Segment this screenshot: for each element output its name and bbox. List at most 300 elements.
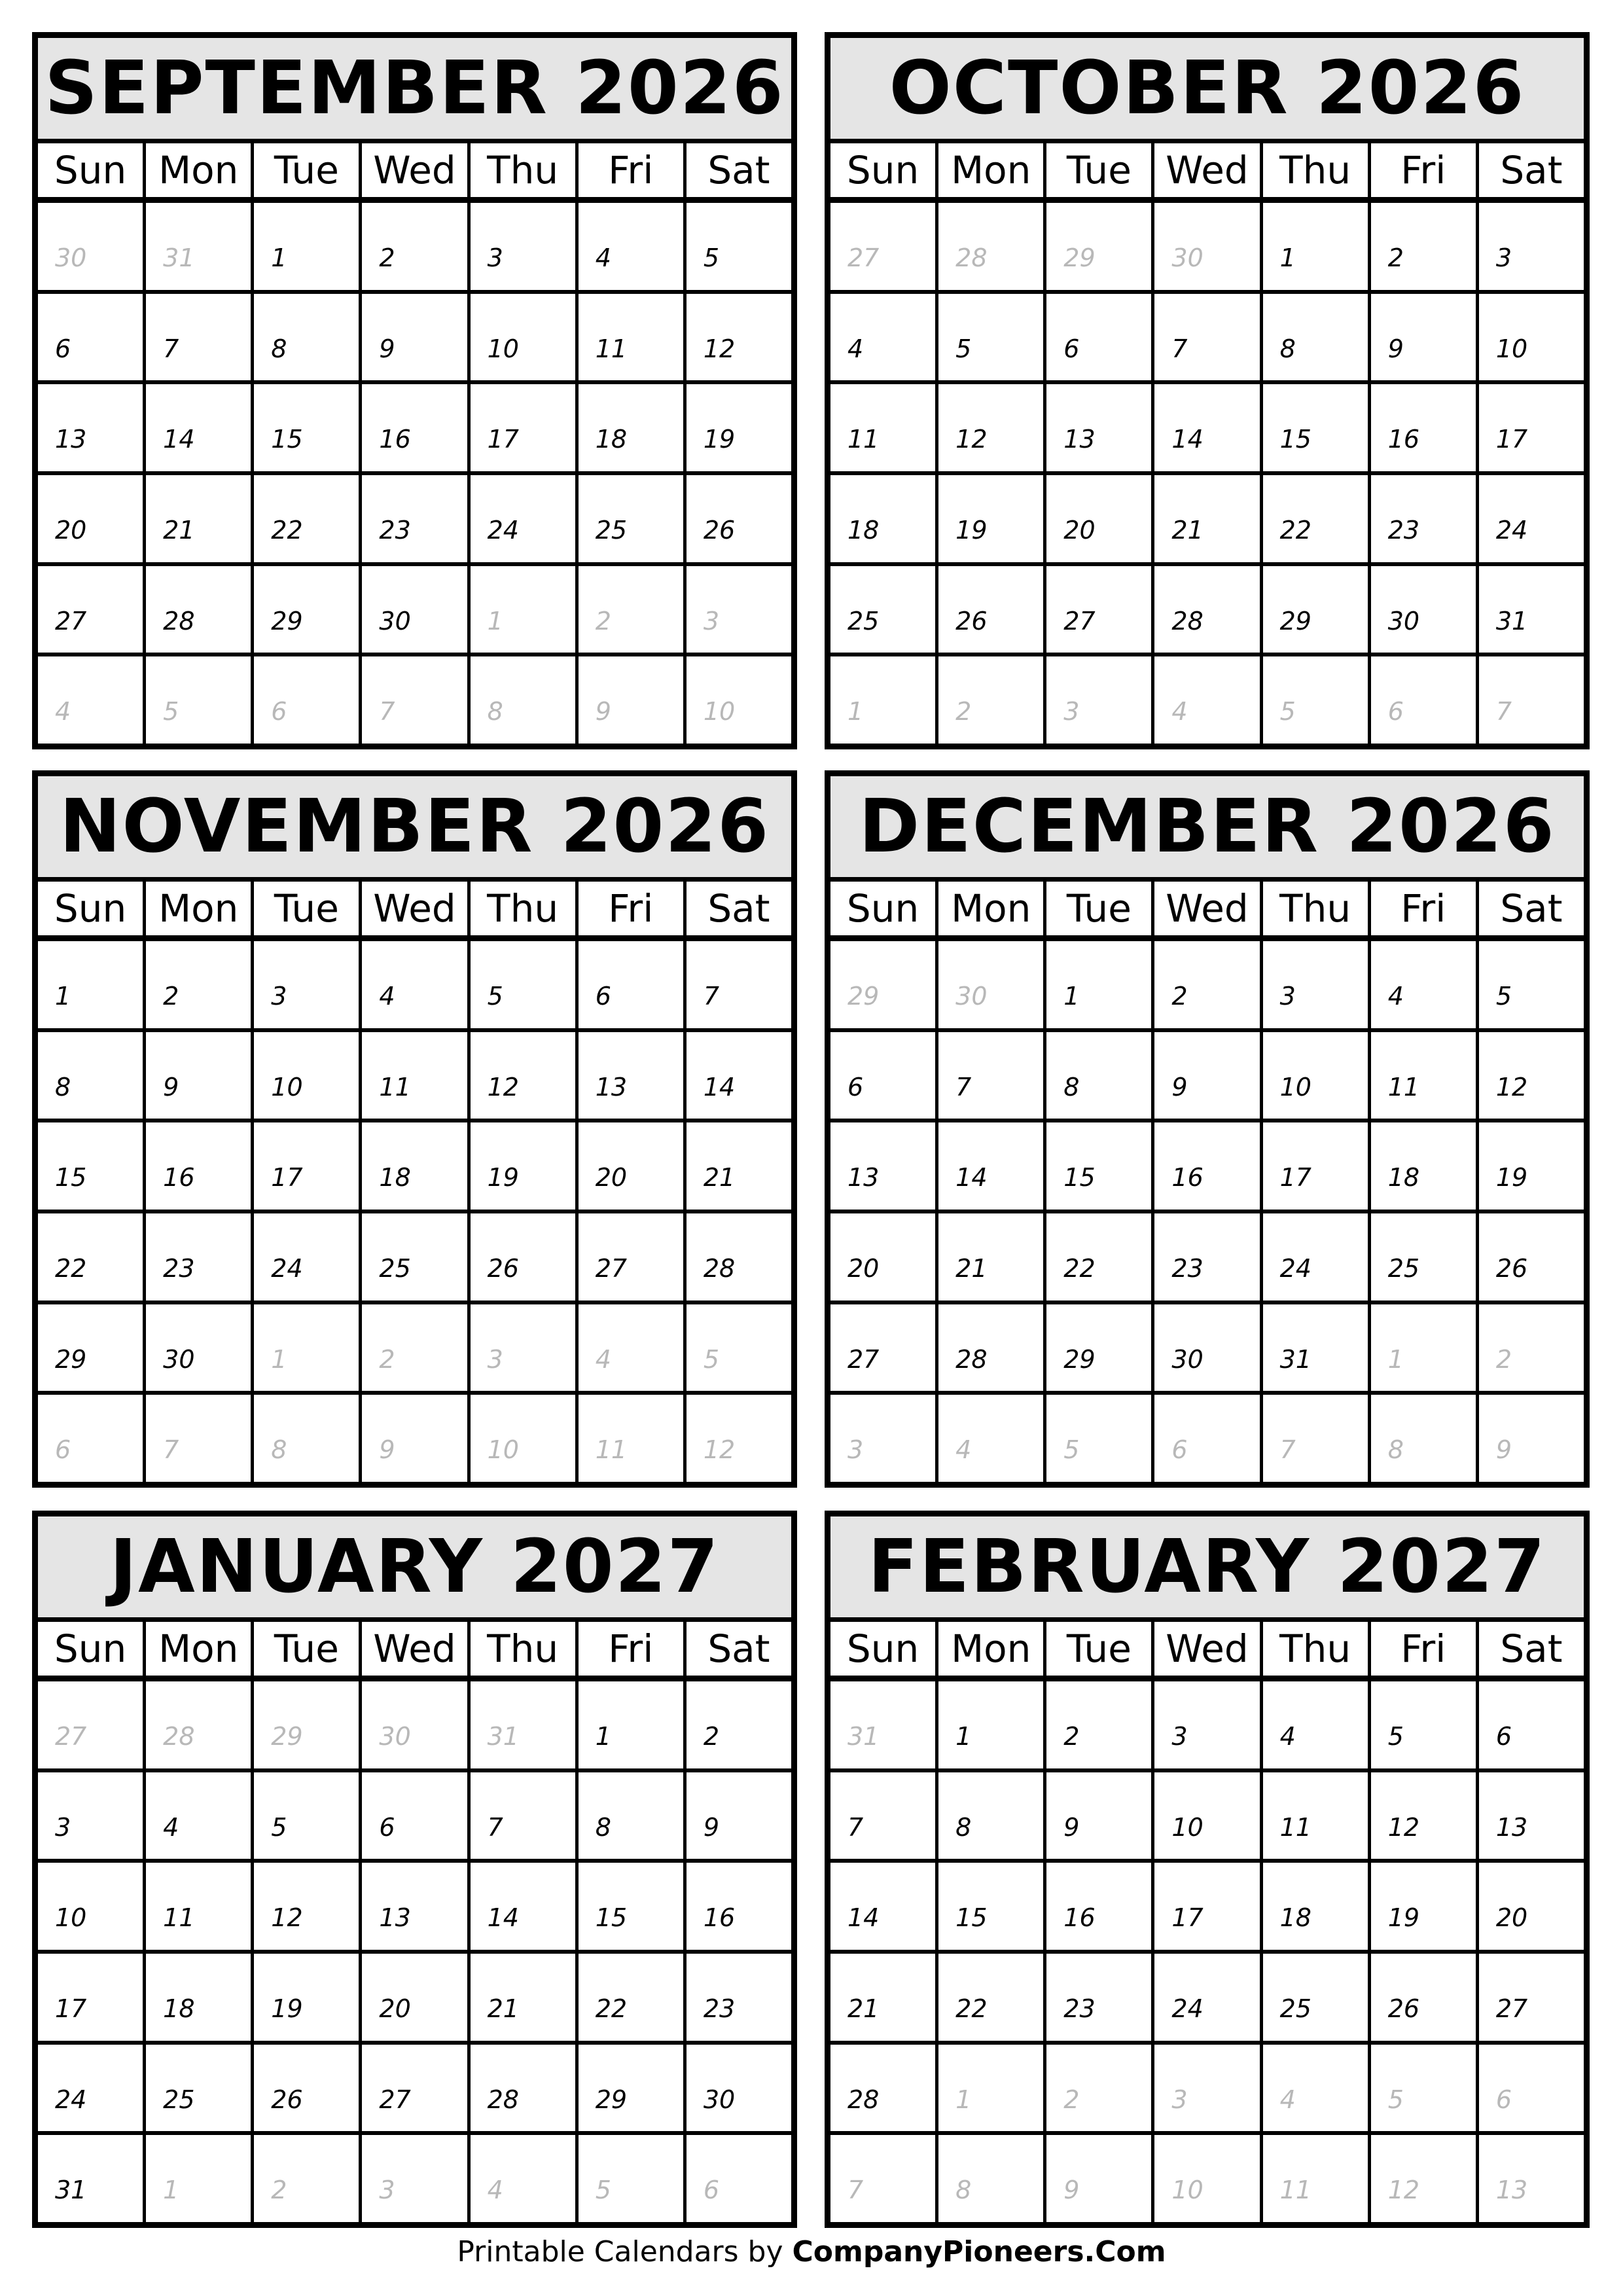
day-cell [1368, 294, 1476, 381]
day-cell [1368, 203, 1476, 290]
day-cell [359, 1954, 467, 2041]
day-number: 3 [1279, 982, 1296, 1011]
day-cell [830, 294, 935, 381]
day-number: 17 [1279, 1163, 1311, 1193]
day-cell [359, 566, 467, 653]
day-number: 20 [847, 1254, 880, 1283]
day-number: 1 [1063, 982, 1080, 1011]
day-cell [251, 2045, 359, 2132]
adjacent-month-day-cell [1151, 203, 1259, 290]
week-row [830, 562, 1584, 653]
day-number: 14 [847, 1903, 880, 1933]
weekday-sat: Sat [1476, 1622, 1584, 1676]
day-number: 27 [1495, 1994, 1528, 2024]
day-cell [251, 1772, 359, 1859]
day-number: 30 [955, 982, 988, 1011]
day-number: 2 [1063, 1722, 1080, 1751]
day-number: 4 [379, 982, 395, 1011]
day-cell [935, 1954, 1043, 2041]
adjacent-month-day-cell [1043, 2045, 1151, 2132]
day-number: 3 [1063, 697, 1080, 726]
day-cell [143, 1954, 251, 2041]
day-number: 5 [1063, 1435, 1080, 1465]
day-cell [1260, 475, 1368, 562]
day-cell [1476, 1772, 1584, 1859]
day-number: 13 [1495, 1812, 1528, 1842]
day-number: 16 [163, 1163, 195, 1193]
day-cell [143, 2045, 251, 2132]
day-number: 6 [847, 1072, 864, 1102]
day-cell [143, 566, 251, 653]
weekday-sat: Sat [683, 1622, 791, 1676]
day-number: 18 [1279, 1903, 1311, 1933]
weekday-sun: Sun [54, 1626, 127, 1671]
day-number: 16 [1387, 425, 1420, 454]
day-number: 1 [595, 1722, 611, 1751]
adjacent-month-day-cell [143, 2135, 251, 2222]
day-number: 3 [55, 1812, 71, 1842]
day-number: 2 [379, 1344, 395, 1374]
month-calendar-december-2026 [825, 770, 1590, 1488]
day-number: 18 [163, 1994, 195, 2024]
day-cell [1151, 294, 1259, 381]
week-row [830, 1950, 1584, 2041]
weekday-mon: Mon [143, 882, 251, 935]
day-cell [1368, 1213, 1476, 1300]
adjacent-month-day-cell [251, 1304, 359, 1391]
day-cell [359, 1032, 467, 1119]
weekday-wed: Wed [1151, 882, 1259, 935]
day-number: 20 [1063, 516, 1096, 545]
day-cell [575, 475, 683, 562]
day-number: 7 [379, 697, 395, 726]
day-number: 31 [1279, 1344, 1311, 1374]
day-number: 11 [1279, 2176, 1311, 2205]
day-number: 13 [1063, 425, 1096, 454]
day-number: 19 [487, 1163, 519, 1193]
day-number: 27 [847, 243, 880, 272]
day-number: 15 [1063, 1163, 1096, 1193]
day-cell [1476, 1122, 1584, 1210]
adjacent-month-day-cell [1043, 656, 1151, 744]
day-number: 3 [1171, 1722, 1188, 1751]
day-number: 3 [1495, 243, 1512, 272]
week-row [830, 471, 1584, 562]
weekday-header [830, 143, 1584, 203]
day-number: 9 [1495, 1435, 1512, 1465]
day-cell [575, 1122, 683, 1210]
day-cell [935, 294, 1043, 381]
day-cell [1260, 1213, 1368, 1300]
week-row [830, 1391, 1584, 1482]
day-number: 2 [379, 243, 395, 272]
day-cell [143, 1213, 251, 1300]
adjacent-month-day-cell [1476, 656, 1584, 744]
day-number: 6 [55, 334, 71, 363]
adjacent-month-day-cell [251, 1681, 359, 1768]
adjacent-month-day-cell [1368, 1304, 1476, 1391]
day-cell [1476, 384, 1584, 471]
day-number: 8 [271, 1435, 287, 1465]
day-cell [143, 475, 251, 562]
adjacent-month-day-cell [683, 656, 791, 744]
day-number: 28 [703, 1254, 736, 1283]
adjacent-month-day-cell [830, 1395, 935, 1482]
day-number: 12 [271, 1903, 303, 1933]
day-number: 28 [163, 606, 195, 636]
adjacent-month-day-cell [1151, 1395, 1259, 1482]
week-row [38, 653, 791, 744]
day-cell [830, 1032, 935, 1119]
week-row [38, 380, 791, 471]
day-number: 9 [595, 697, 611, 726]
day-number: 29 [271, 1722, 303, 1751]
week-row [830, 1300, 1584, 1391]
weekday-fri: Fri [575, 882, 683, 935]
day-cell [1476, 1213, 1584, 1300]
day-number: 22 [271, 516, 303, 545]
day-number: 23 [379, 516, 411, 545]
adjacent-month-day-cell [1151, 2135, 1259, 2222]
day-number: 9 [379, 1435, 395, 1465]
weekday-tue: Tue [251, 143, 359, 197]
day-cell [935, 1304, 1043, 1391]
day-number: 9 [379, 334, 395, 363]
day-number: 15 [1279, 425, 1311, 454]
week-row [38, 1300, 791, 1391]
day-cell [830, 1213, 935, 1300]
day-cell [251, 1863, 359, 1950]
day-cell [1368, 1122, 1476, 1210]
day-cell [1151, 1122, 1259, 1210]
day-cell [575, 941, 683, 1028]
day-number: 30 [163, 1344, 195, 1374]
day-cell [683, 1032, 791, 1119]
week-row [830, 941, 1584, 1028]
day-number: 5 [595, 2176, 611, 2205]
day-cell [467, 1213, 575, 1300]
day-cell [683, 1863, 791, 1950]
week-row [830, 1119, 1584, 1210]
day-number: 19 [271, 1994, 303, 2024]
day-number: 1 [55, 982, 71, 1011]
day-cell [830, 1954, 935, 2041]
day-number: 5 [271, 1812, 287, 1842]
adjacent-month-day-cell [1043, 203, 1151, 290]
day-cell [143, 1772, 251, 1859]
day-number: 13 [847, 1163, 880, 1193]
day-number: 4 [1171, 697, 1188, 726]
day-cell [935, 1213, 1043, 1300]
footer-prefix: Printable Calendars by [457, 2235, 793, 2269]
day-number: 14 [163, 425, 195, 454]
day-cell [38, 1863, 143, 1950]
day-cell [830, 1863, 935, 1950]
day-number: 21 [955, 1254, 988, 1283]
day-number: 20 [55, 516, 87, 545]
day-number: 25 [1387, 1254, 1420, 1283]
day-number: 26 [703, 516, 736, 545]
week-row [38, 1681, 791, 1768]
day-cell [1476, 475, 1584, 562]
day-number: 5 [1387, 2085, 1404, 2114]
day-cell [935, 475, 1043, 562]
day-number: 10 [487, 334, 519, 363]
day-cell [38, 1304, 143, 1391]
day-number: 20 [379, 1994, 411, 2024]
day-number: 31 [487, 1722, 519, 1751]
month-calendar-september-2026 [32, 32, 797, 749]
day-number: 6 [379, 1812, 395, 1842]
day-number: 13 [379, 1903, 411, 1933]
day-cell [1151, 1304, 1259, 1391]
day-number: 25 [595, 516, 628, 545]
day-cell [1043, 1681, 1151, 1768]
week-row [830, 203, 1584, 290]
day-cell [359, 203, 467, 290]
weekday-sun: Sun [846, 1626, 919, 1671]
adjacent-month-day-cell [143, 1681, 251, 1768]
day-number: 22 [1279, 516, 1311, 545]
day-cell [38, 566, 143, 653]
adjacent-month-day-cell [575, 2135, 683, 2222]
weekday-wed: Wed [359, 143, 467, 197]
weekday-tue: Tue [1043, 143, 1151, 197]
week-row [38, 1391, 791, 1482]
day-cell [575, 1772, 683, 1859]
day-cell [1260, 384, 1368, 471]
day-cell [38, 1772, 143, 1859]
day-cell [251, 294, 359, 381]
day-number: 10 [1495, 334, 1528, 363]
day-number: 2 [163, 982, 179, 1011]
day-number: 28 [163, 1722, 195, 1751]
weekday-header [830, 1622, 1584, 1681]
day-cell [1043, 941, 1151, 1028]
day-cell [1151, 1954, 1259, 2041]
week-row [38, 2041, 791, 2132]
adjacent-month-day-cell [359, 2135, 467, 2222]
day-number: 31 [847, 1722, 880, 1751]
adjacent-month-day-cell [251, 2135, 359, 2222]
day-number: 6 [271, 697, 287, 726]
day-cell [1043, 566, 1151, 653]
day-number: 10 [487, 1435, 519, 1465]
day-number: 7 [487, 1812, 503, 1842]
day-cell [1151, 384, 1259, 471]
day-number: 17 [271, 1163, 303, 1193]
day-number: 5 [163, 697, 179, 726]
day-cell [935, 1032, 1043, 1119]
day-number: 5 [703, 243, 720, 272]
day-grid [830, 941, 1584, 1482]
day-number: 23 [1171, 1254, 1204, 1283]
week-row [38, 1859, 791, 1950]
weekday-thu: Thu [467, 882, 575, 935]
day-cell [467, 475, 575, 562]
month-calendar-october-2026 [825, 32, 1590, 749]
day-cell [467, 1772, 575, 1859]
day-grid [830, 203, 1584, 744]
day-number: 4 [595, 1344, 611, 1374]
day-cell [1368, 1681, 1476, 1768]
day-cell [575, 1863, 683, 1950]
adjacent-month-day-cell [467, 2135, 575, 2222]
day-number: 9 [1063, 1812, 1080, 1842]
day-number: 8 [955, 1812, 972, 1842]
day-cell [830, 2045, 935, 2132]
day-cell [575, 1681, 683, 1768]
week-row [830, 290, 1584, 381]
day-cell [143, 1032, 251, 1119]
month-title: OCTOBER 2026 [830, 38, 1584, 143]
day-number: 27 [55, 606, 87, 636]
day-number: 4 [1279, 1722, 1296, 1751]
day-number: 22 [595, 1994, 628, 2024]
day-cell [1151, 566, 1259, 653]
day-number: 6 [1387, 697, 1404, 726]
day-cell [251, 1213, 359, 1300]
adjacent-month-day-cell [683, 1395, 791, 1482]
day-cell [683, 1213, 791, 1300]
weekday-fri: Fri [1368, 1622, 1476, 1676]
day-number: 4 [163, 1812, 179, 1842]
day-cell [467, 1122, 575, 1210]
day-cell [1368, 475, 1476, 562]
day-cell [1043, 1213, 1151, 1300]
day-number: 6 [595, 982, 611, 1011]
day-number: 23 [1063, 1994, 1096, 2024]
day-cell [683, 2045, 791, 2132]
day-cell [575, 2045, 683, 2132]
day-number: 2 [1171, 982, 1188, 1011]
day-cell [1368, 941, 1476, 1028]
day-number: 3 [1171, 2085, 1188, 2114]
day-number: 7 [1279, 1435, 1296, 1465]
day-number: 29 [271, 606, 303, 636]
adjacent-month-day-cell [830, 203, 935, 290]
day-number: 1 [847, 697, 864, 726]
day-cell [251, 475, 359, 562]
week-row [830, 1768, 1584, 1859]
day-cell [1260, 566, 1368, 653]
day-cell [830, 1772, 935, 1859]
day-number: 6 [1495, 1722, 1512, 1751]
day-cell [38, 384, 143, 471]
day-number: 5 [487, 982, 503, 1011]
adjacent-month-day-cell [1260, 2045, 1368, 2132]
day-number: 28 [487, 2085, 519, 2114]
day-number: 16 [1171, 1163, 1204, 1193]
day-number: 3 [271, 982, 287, 1011]
week-row [38, 1768, 791, 1859]
day-number: 4 [595, 243, 611, 272]
day-number: 30 [1171, 243, 1204, 272]
day-cell [251, 384, 359, 471]
weekday-wed: Wed [1151, 1622, 1259, 1676]
day-number: 6 [55, 1435, 71, 1465]
adjacent-month-day-cell [38, 1681, 143, 1768]
weekday-sat: Sat [1476, 143, 1584, 197]
day-number: 3 [487, 243, 503, 272]
adjacent-month-day-cell [38, 656, 143, 744]
day-number: 11 [1279, 1812, 1311, 1842]
day-cell [143, 1122, 251, 1210]
day-cell [359, 2045, 467, 2132]
adjacent-month-day-cell [143, 1395, 251, 1482]
day-cell [575, 384, 683, 471]
day-cell [683, 1772, 791, 1859]
day-cell [1368, 1032, 1476, 1119]
week-row [38, 941, 791, 1028]
day-grid [830, 1681, 1584, 2222]
day-number: 10 [55, 1903, 87, 1933]
adjacent-month-day-cell [38, 203, 143, 290]
day-number: 30 [55, 243, 87, 272]
adjacent-month-day-cell [1043, 2135, 1151, 2222]
day-cell [830, 566, 935, 653]
day-cell [38, 1213, 143, 1300]
day-number: 12 [1387, 1812, 1420, 1842]
day-number: 3 [379, 2176, 395, 2205]
day-number: 18 [379, 1163, 411, 1193]
adjacent-month-day-cell [1368, 1395, 1476, 1482]
adjacent-month-day-cell [1043, 1395, 1151, 1482]
adjacent-month-day-cell [1368, 656, 1476, 744]
footer-credit [0, 2235, 1623, 2269]
day-number: 12 [1495, 1072, 1528, 1102]
day-cell [575, 1032, 683, 1119]
adjacent-month-day-cell [38, 1395, 143, 1482]
adjacent-month-day-cell [359, 656, 467, 744]
day-cell [1368, 384, 1476, 471]
day-cell [251, 566, 359, 653]
day-number: 9 [163, 1072, 179, 1102]
weekday-thu: Thu [1260, 143, 1368, 197]
weekday-thu: Thu [1260, 882, 1368, 935]
day-number: 8 [1063, 1072, 1080, 1102]
week-row [38, 1950, 791, 2041]
day-number: 7 [163, 1435, 179, 1465]
day-number: 12 [487, 1072, 519, 1102]
day-number: 26 [271, 2085, 303, 2114]
adjacent-month-day-cell [935, 2135, 1043, 2222]
day-number: 11 [163, 1903, 195, 1933]
day-number: 23 [163, 1254, 195, 1283]
day-cell [1260, 1032, 1368, 1119]
day-number: 8 [487, 697, 503, 726]
day-number: 25 [163, 2085, 195, 2114]
day-number: 11 [847, 425, 880, 454]
week-row [38, 471, 791, 562]
month-title: DECEMBER 2026 [830, 776, 1584, 882]
week-row [38, 2131, 791, 2222]
day-number: 15 [55, 1163, 87, 1193]
day-number: 11 [595, 1435, 628, 1465]
day-cell [143, 1863, 251, 1950]
day-number: 24 [1279, 1254, 1311, 1283]
week-row [830, 1859, 1584, 1950]
day-number: 8 [1387, 1435, 1404, 1465]
day-number: 24 [1171, 1994, 1204, 2024]
day-cell [359, 1122, 467, 1210]
day-cell [467, 294, 575, 381]
day-number: 20 [1495, 1903, 1528, 1933]
day-cell [1043, 1122, 1151, 1210]
day-number: 2 [955, 697, 972, 726]
day-number: 21 [487, 1994, 519, 2024]
day-number: 27 [847, 1344, 880, 1374]
